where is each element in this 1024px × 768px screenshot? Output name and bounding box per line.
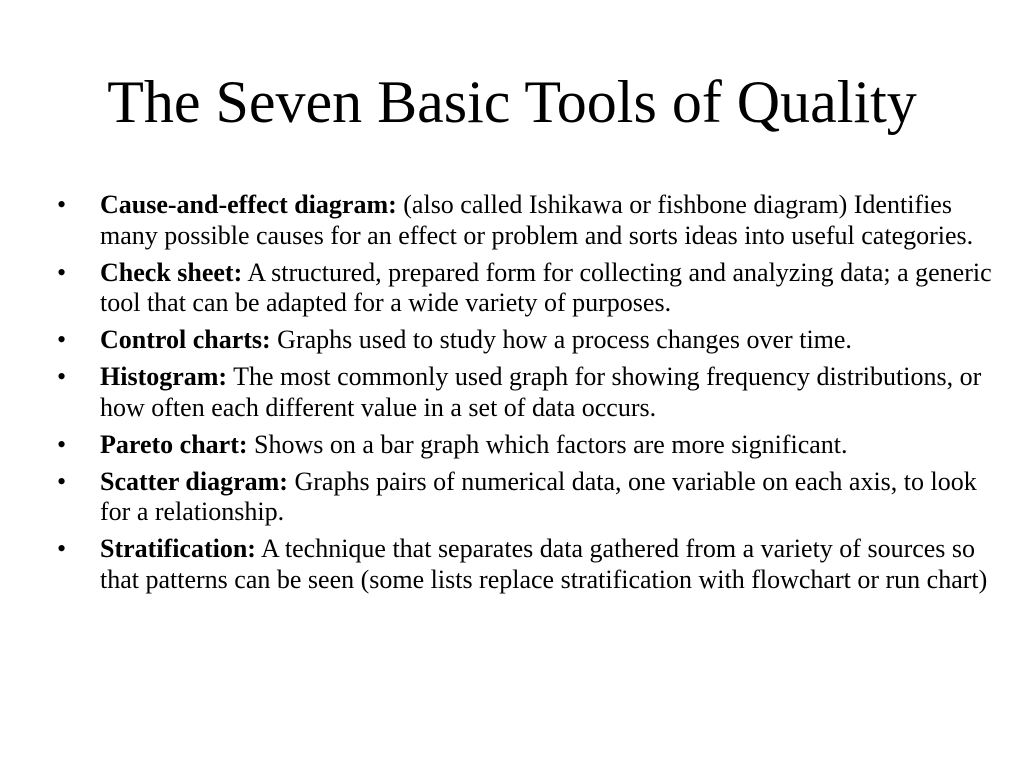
- bullet-item-cause-and-effect: [57, 190, 1007, 251]
- bullet-term: Control charts:: [100, 325, 271, 355]
- bullet-description: (also called Ishikawa or fishbone diagram) Identifies many possible causes for an effect or problem and sorts ideas into useful categories.: [100, 190, 974, 250]
- bullet-item-control-charts: [57, 325, 1007, 356]
- bullet-icon: •: [57, 429, 67, 459]
- bullet-list: [57, 190, 1007, 602]
- bullet-term: Stratification:: [100, 534, 256, 564]
- bullet-term: Pareto chart:: [100, 429, 248, 459]
- bullet-description: Graphs pairs of numerical data, one variable on each axis, to look for a relationship.: [100, 466, 977, 527]
- bullet-icon: •: [57, 325, 67, 355]
- bullet-item-histogram: [57, 362, 1007, 423]
- bullet-item-pareto-chart: [57, 430, 1007, 461]
- bullet-term: Scatter diagram:: [100, 466, 288, 496]
- bullet-icon: •: [57, 190, 67, 219]
- slide-title: The Seven Basic Tools of Quality: [107, 69, 917, 135]
- bullet-term: Cause-and-effect diagram:: [100, 190, 397, 219]
- bullet-description: Shows on a bar graph which factors are more significant.: [254, 429, 848, 459]
- bullet-item-scatter-diagram: [57, 467, 1007, 528]
- bullet-term: Check sheet:: [100, 257, 243, 287]
- bullet-description: Graphs used to study how a process changes over time.: [277, 325, 852, 355]
- bullet-icon: •: [57, 534, 67, 564]
- bullet-icon: •: [57, 466, 67, 496]
- bullet-description: The most commonly used graph for showing frequency distributions, or how often each different value in a set of data occurs.: [100, 362, 982, 422]
- bullet-item-stratification: [57, 534, 1007, 595]
- bullet-item-check-sheet: [57, 258, 1007, 319]
- bullet-term: Histogram:: [100, 362, 228, 392]
- bullet-icon: •: [57, 362, 67, 392]
- bullet-description: A technique that separates data gathered from a variety of sources so that patterns can be seen (some lists replace stratification with flowchart or run chart): [100, 534, 988, 594]
- bullet-description: A structured, prepared form for collecting and analyzing data; a generic tool that can be adapted for a wide variety of purposes.: [100, 257, 992, 318]
- bullet-icon: •: [57, 257, 67, 287]
